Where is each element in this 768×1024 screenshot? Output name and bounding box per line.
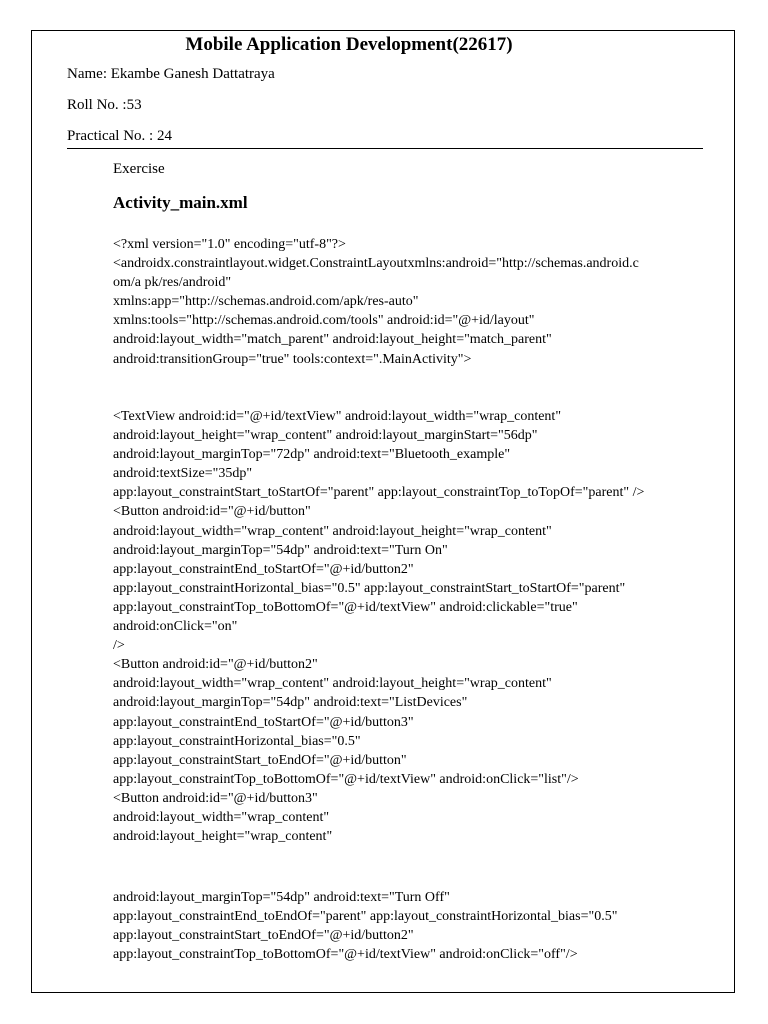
code-line: app:layout_constraintEnd_toStartOf="@+id/button2" — [113, 561, 414, 577]
code-line: app:layout_constraintEnd_toStartOf="@+id/button3" — [113, 714, 414, 730]
student-name: Name: Ekambe Ganesh Dattatraya — [67, 66, 275, 82]
exercise-label: Exercise — [113, 161, 165, 177]
code-line: android:layout_height="wrap_content" android:layout_marginStart="56dp" — [113, 428, 538, 444]
code-line: android:onClick="on" — [113, 619, 238, 635]
code-line: app:layout_constraintTop_toBottomOf="@+id/textView" android:onClick="list"/> — [113, 771, 579, 787]
code-line: android:layout_width="match_parent" android:layout_height="match_parent" — [113, 332, 552, 348]
header-divider — [67, 148, 703, 149]
code-line: /> — [113, 638, 125, 654]
document-title: Mobile Application Development(22617) — [185, 34, 513, 55]
roll-number: Roll No. :53 — [67, 97, 142, 113]
code-line: app:layout_constraintTop_toBottomOf="@+id/textView" android:onClick="off"/> — [113, 947, 578, 963]
code-line: <TextView android:id="@+id/textView" android:layout_width="wrap_content" — [113, 409, 562, 424]
code-line: android:layout_marginTop="54dp" android:text="ListDevices" — [113, 695, 468, 711]
code-line: app:layout_constraintStart_toEndOf="@+id/button2" — [113, 928, 414, 944]
code-line: <?xml version="1.0" encoding="utf-8"?> — [113, 237, 346, 252]
code-line: android:textSize="35dp" — [113, 466, 253, 482]
code-line: app:layout_constraintStart_toEndOf="@+id/button" — [113, 752, 407, 768]
code-line: xmlns:tools="http://schemas.android.com/tools" android:id="@+id/layout" — [113, 313, 535, 329]
code-line: app:layout_constraintTop_toBottomOf="@+id/textView" android:clickable="true" — [113, 599, 578, 615]
code-line: android:layout_marginTop="72dp" android:text="Bluetooth_example" — [113, 447, 511, 463]
code-line: <Button android:id="@+id/button" — [113, 504, 311, 520]
code-line: <androidx.constraintlayout.widget.ConstraintLayoutxmlns:android="http://schemas.android.c — [113, 256, 639, 272]
code-block-button3-attrs — [113, 888, 617, 964]
code-line: android:layout_width="wrap_content" android:layout_height="wrap_content" — [113, 676, 552, 692]
code-line: om/a pk/res/android" — [113, 275, 232, 291]
code-line: <Button android:id="@+id/button2" — [113, 657, 318, 673]
code-line: android:transitionGroup="true" tools:context=".MainActivity"> — [113, 351, 472, 367]
practical-number: Practical No. : 24 — [67, 128, 172, 144]
code-block-xml-root — [113, 235, 639, 369]
code-line: app:layout_constraintHorizontal_bias="0.5" app:layout_constraintStart_toStartOf="parent" — [113, 580, 626, 596]
code-line: android:layout_height="wrap_content" — [113, 829, 333, 845]
code-block-views — [113, 407, 644, 846]
file-heading: Activity_main.xml — [113, 193, 248, 212]
code-line: android:layout_width="wrap_content" — [113, 809, 330, 825]
code-line: android:layout_marginTop="54dp" android:text="Turn Off" — [113, 890, 450, 905]
code-line: android:layout_width="wrap_content" android:layout_height="wrap_content" — [113, 523, 552, 539]
code-line: xmlns:app="http://schemas.android.com/apk/res-auto" — [113, 294, 419, 310]
code-line: app:layout_constraintHorizontal_bias="0.5" — [113, 733, 361, 749]
code-line: android:layout_marginTop="54dp" android:text="Turn On" — [113, 542, 448, 558]
code-line: <Button android:id="@+id/button3" — [113, 790, 318, 806]
code-line: app:layout_constraintEnd_toEndOf="parent" app:layout_constraintHorizontal_bias="0.5" — [113, 909, 618, 925]
code-line: app:layout_constraintStart_toStartOf="parent" app:layout_constraintTop_toTopOf="parent" /> — [113, 485, 645, 501]
